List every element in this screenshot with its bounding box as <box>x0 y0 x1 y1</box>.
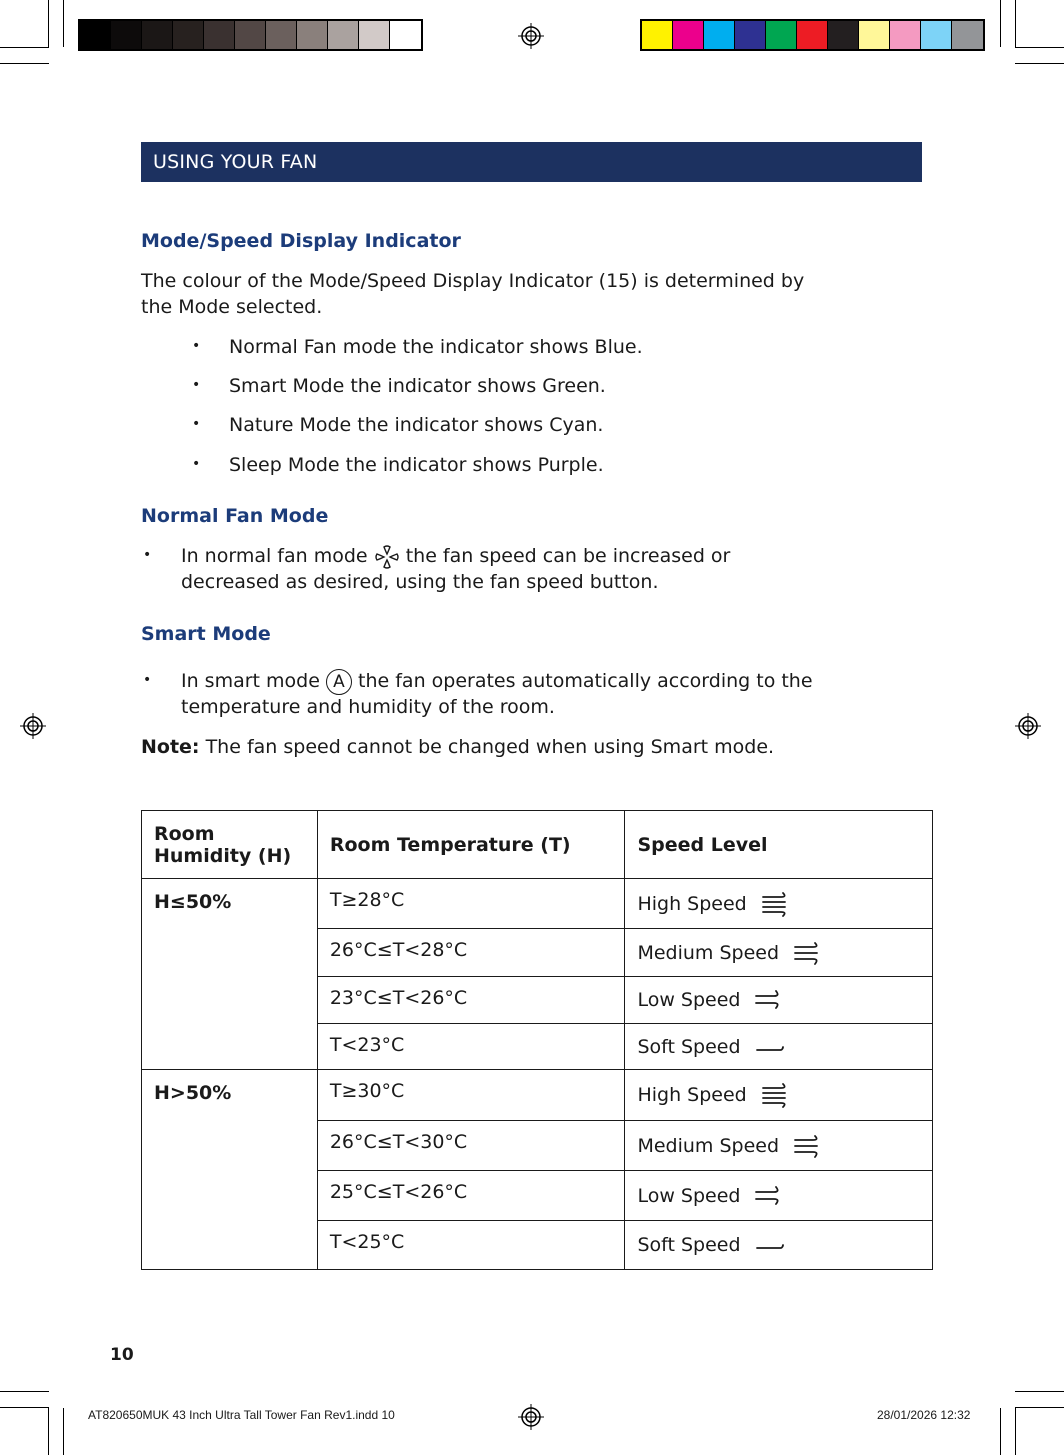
crop-mark <box>48 1408 49 1455</box>
registration-mark-icon <box>1015 713 1041 739</box>
bullet-dot: • <box>192 456 201 472</box>
high-speed-icon <box>761 891 791 917</box>
speed-cell <box>625 1024 933 1070</box>
low-speed-icon <box>754 987 784 1013</box>
speed-cell <box>625 929 933 977</box>
speed-table <box>141 810 933 1270</box>
smart-mode-note <box>141 734 921 760</box>
color-swatch <box>735 21 766 49</box>
smart-mode-icon <box>326 669 352 695</box>
registration-mark-icon <box>518 23 544 49</box>
speed-cell <box>625 879 933 929</box>
humidity-group-low <box>142 879 933 1070</box>
bullet-dot: • <box>143 547 152 563</box>
humidity-cell: H>50% <box>142 1070 318 1270</box>
speed-label: Medium Speed <box>637 941 780 964</box>
indicator-item-nature: Nature Mode the indicator shows Cyan. <box>229 414 604 436</box>
crop-mark <box>0 1391 49 1392</box>
color-swatch <box>673 21 704 49</box>
color-swatch <box>359 21 390 49</box>
speed-label: Medium Speed <box>637 1134 780 1157</box>
crop-mark <box>0 1407 49 1408</box>
crop-mark <box>1015 1391 1064 1392</box>
header-temperature: Room Temperature (T) <box>317 811 625 879</box>
soft-speed-icon <box>755 1232 785 1258</box>
process-color-bar <box>640 19 985 51</box>
temperature-cell: T<25°C <box>317 1221 625 1270</box>
speed-label: High Speed <box>637 892 747 915</box>
smart-mode-text-before: In smart mode <box>181 670 320 692</box>
crop-mark <box>63 0 64 47</box>
temperature-cell: 26°C≤T<30°C <box>317 1121 625 1171</box>
color-swatch <box>173 21 204 49</box>
header-humidity-line1: Room <box>154 822 215 845</box>
color-swatch <box>828 21 859 49</box>
speed-label: High Speed <box>637 1084 747 1106</box>
bullet-dot: • <box>192 377 201 393</box>
color-swatch <box>80 21 111 49</box>
temperature-cell: 26°C≤T<28°C <box>317 929 625 977</box>
crop-mark <box>1015 0 1016 47</box>
indicator-item-normal: Normal Fan mode the indicator shows Blue. <box>229 336 643 358</box>
color-swatch <box>297 21 328 49</box>
color-swatch <box>952 21 983 49</box>
temperature-cell: T<23°C <box>317 1024 625 1070</box>
crop-mark <box>0 63 49 64</box>
display-intro-line1: The colour of the Mode/Speed Display Indicator (15) is determined by <box>141 270 805 292</box>
temperature-cell: T≥28°C <box>317 879 625 929</box>
color-swatch <box>390 21 421 49</box>
crop-mark <box>1015 63 1064 64</box>
crop-mark <box>1000 1408 1001 1455</box>
crop-mark <box>48 0 49 47</box>
crop-mark <box>0 47 49 48</box>
speed-cell <box>625 1121 933 1171</box>
display-indicator-heading: Mode/Speed Display Indicator <box>141 230 461 252</box>
color-swatch <box>859 21 890 49</box>
smart-mode-icon-letter: A <box>333 671 345 692</box>
header-speed: Speed Level <box>625 811 933 879</box>
speed-label: Soft Speed <box>637 1035 741 1058</box>
normal-mode-line1 <box>181 543 730 570</box>
speed-cell <box>625 1221 933 1270</box>
normal-mode-heading: Normal Fan Mode <box>141 505 329 527</box>
crop-mark <box>1015 47 1064 48</box>
section-banner: USING YOUR FAN <box>141 142 922 182</box>
humidity-cell: H≤50% <box>142 879 318 1070</box>
smart-mode-text-after: the fan operates automatically according to the <box>358 670 813 692</box>
fan-icon <box>374 544 400 570</box>
color-swatch <box>111 21 142 49</box>
crop-mark <box>1000 0 1001 47</box>
crop-mark <box>63 1408 64 1455</box>
note-label: Note: <box>141 736 200 758</box>
low-speed-icon <box>754 1183 784 1209</box>
crop-mark <box>1015 1407 1064 1408</box>
print-slug-file: AT820650MUK 43 Inch Ultra Tall Tower Fan Rev1.indd 10 <box>88 1408 395 1422</box>
color-swatch <box>642 21 673 49</box>
crop-mark <box>1015 1408 1016 1455</box>
print-slug-date: 28/01/2026 12:32 <box>877 1408 971 1422</box>
medium-speed-icon <box>793 1133 823 1159</box>
color-swatch <box>704 21 735 49</box>
color-swatch <box>204 21 235 49</box>
color-swatch <box>797 21 828 49</box>
normal-mode-text-before: In normal fan mode <box>181 545 368 567</box>
speed-cell <box>625 1171 933 1221</box>
normal-mode-line2: decreased as desired, using the fan speed button. <box>181 571 659 593</box>
temperature-cell: T≥30°C <box>317 1070 625 1121</box>
humidity-group-high <box>142 1070 933 1270</box>
smart-mode-line1 <box>181 668 813 695</box>
high-speed-icon <box>761 1082 791 1108</box>
page-number: 10 <box>110 1345 134 1365</box>
medium-speed-icon <box>793 940 823 966</box>
table-row <box>142 879 933 929</box>
header-humidity-line2: Humidity (H) <box>154 844 292 867</box>
indicator-item-smart: Smart Mode the indicator shows Green. <box>229 375 606 397</box>
bullet-dot: • <box>192 416 201 432</box>
color-swatch <box>328 21 359 49</box>
grey-color-bar <box>78 19 423 51</box>
speed-label: Soft Speed <box>637 1234 741 1256</box>
speed-label: Low Speed <box>637 989 741 1011</box>
color-swatch <box>142 21 173 49</box>
color-swatch <box>890 21 921 49</box>
color-swatch <box>921 21 952 49</box>
header-humidity <box>142 811 318 879</box>
display-intro-line2: the Mode selected. <box>141 296 323 318</box>
color-swatch <box>235 21 266 49</box>
smart-mode-heading: Smart Mode <box>141 623 271 645</box>
color-swatch <box>766 21 797 49</box>
soft-speed-icon <box>755 1034 785 1060</box>
table-header-row <box>142 811 933 879</box>
registration-mark-icon <box>20 713 46 739</box>
normal-mode-text-after: the fan speed can be increased or <box>405 545 731 567</box>
table-row <box>142 1070 933 1121</box>
registration-mark-icon <box>518 1404 544 1430</box>
smart-mode-line2: temperature and humidity of the room. <box>181 696 555 718</box>
temperature-cell: 25°C≤T<26°C <box>317 1171 625 1221</box>
note-text: The fan speed cannot be changed when using Smart mode. <box>205 736 775 758</box>
temperature-cell: 23°C≤T<26°C <box>317 977 625 1024</box>
bullet-dot: • <box>143 672 152 688</box>
speed-cell <box>625 977 933 1024</box>
bullet-dot: • <box>192 338 201 354</box>
speed-label: Low Speed <box>637 1184 741 1207</box>
indicator-item-sleep: Sleep Mode the indicator shows Purple. <box>229 454 604 476</box>
color-swatch <box>266 21 297 49</box>
speed-cell <box>625 1070 933 1121</box>
